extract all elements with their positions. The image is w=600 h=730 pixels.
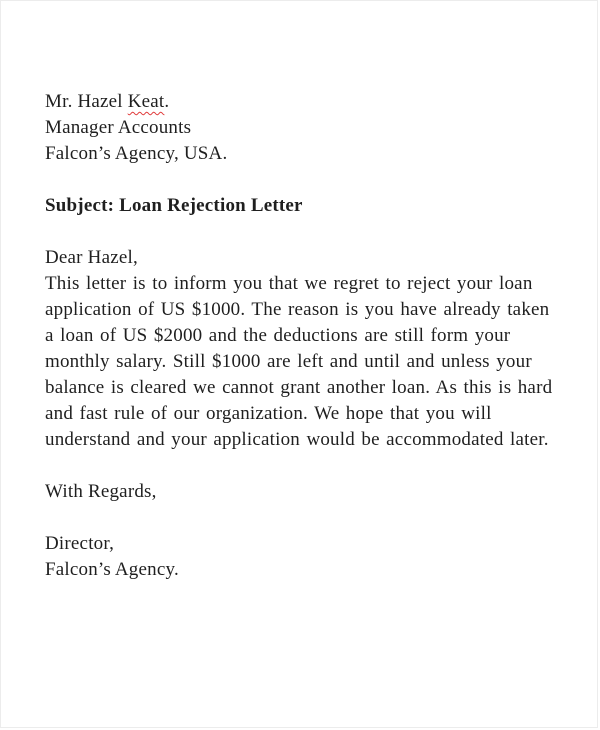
recipient-name-misspelled: Keat [127, 91, 165, 112]
recipient-title: Manager Accounts [45, 117, 192, 138]
recipient-name-prefix: Mr. Hazel [45, 91, 128, 112]
subject-line: Subject: Loan Rejection Letter [45, 195, 303, 216]
closing: With Regards, [45, 481, 157, 502]
signature-title: Director, [45, 533, 115, 554]
letter-content [1, 1, 597, 583]
recipient-name-line [45, 89, 559, 115]
salutation: Dear Hazel, [45, 247, 138, 268]
body-paragraph: This letter is to inform you that we regret to reject your loan application of US $1000. The reason is you have already taken a loan of US $2000 and the deductions are still form your monthly salary. Still $1000 are left and until and unless your balance is cleared we cannot grant another loan. As this is hard and fast rule of our organization. We hope that you will understand and your application would be accommodated later. [45, 273, 553, 450]
signature-company: Falcon’s Agency. [45, 559, 179, 580]
recipient-name-suffix: . [164, 91, 170, 112]
recipient-company: Falcon’s Agency, USA. [45, 143, 228, 164]
